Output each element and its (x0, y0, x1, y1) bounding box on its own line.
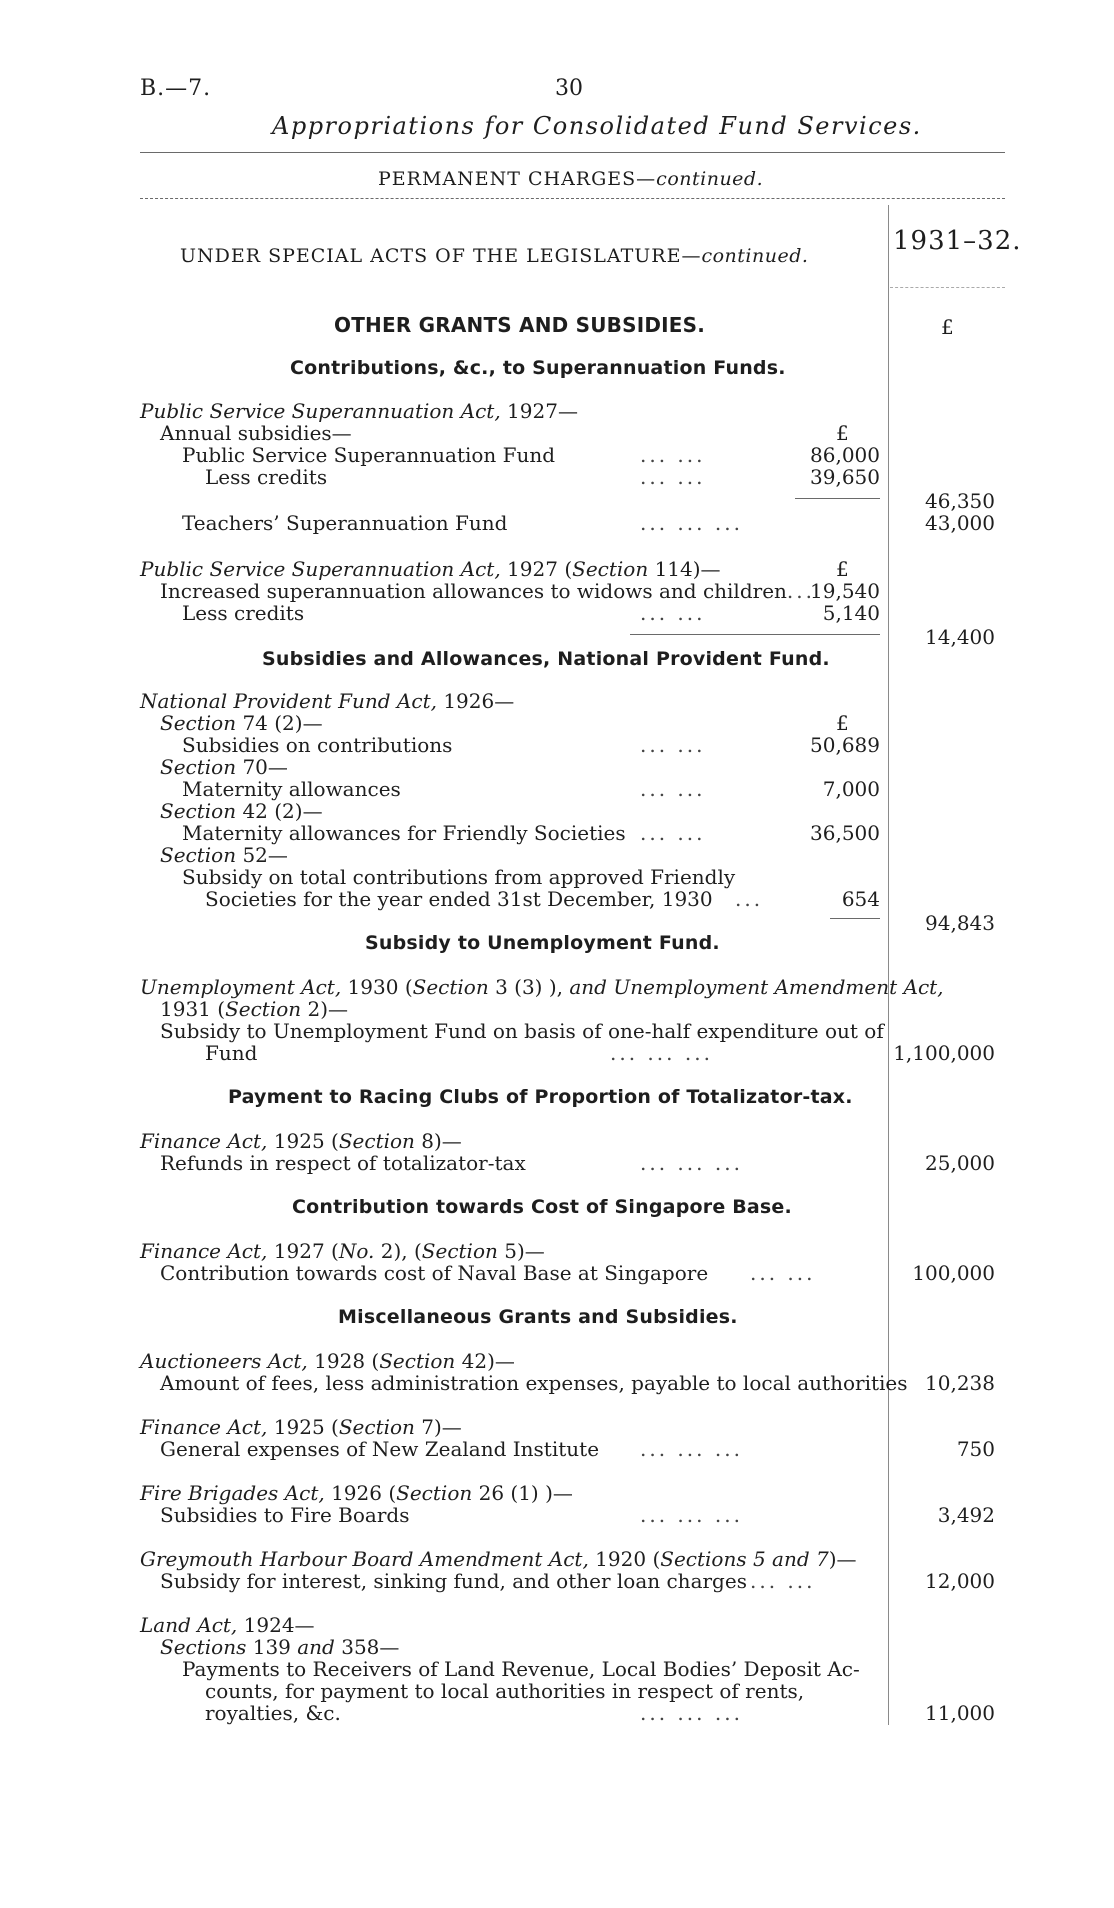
maternity-allowances-label: Maternity allowances (182, 777, 401, 801)
auctioneers-act-title: Auctioneers Act, 1928 (Section 42)— (140, 1349, 515, 1373)
friendly-societies-maternity-label: Maternity allowances for Friendly Societies (182, 821, 626, 845)
annual-subsidies-label: Annual subsidies— (160, 421, 352, 445)
fire-boards-label: Subsidies to Fire Boards (160, 1503, 410, 1527)
leader-dots: ... (735, 887, 764, 911)
widows-net-total: 14,400 (925, 625, 995, 649)
teachers-fund-total: 43,000 (925, 511, 995, 535)
fire-boards-total: 3,492 (937, 1503, 995, 1527)
superannuation-heading: Contributions, &c., to Superannuation Funds. (290, 357, 786, 379)
land-act-title: Land Act, 1924— (140, 1613, 315, 1637)
leader-dots: ... ... (640, 465, 706, 489)
unemployment-act-title-cont: 1931 (Section 2)— (160, 997, 349, 1021)
leader-dots: ... ... (640, 733, 706, 757)
subsidies-contributions-label: Subsidies on contributions (182, 733, 453, 757)
act1-currency: £ (836, 421, 849, 445)
year-header-rule (890, 287, 1005, 288)
column-divider (888, 205, 889, 1725)
unemployment-heading: Subsidy to Unemployment Fund. (365, 932, 720, 954)
teachers-fund-label: Teachers’ Superannuation Fund (182, 511, 508, 535)
public-service-net-total: 46,350 (925, 489, 995, 513)
leader-dots: ... ... ... (640, 1503, 743, 1527)
greymouth-act-title: Greymouth Harbour Board Amendment Act, 1920 (Sections 5 and 7)— (140, 1547, 857, 1571)
provident-total: 94,843 (925, 911, 995, 935)
main-heading: OTHER GRANTS AND SUBSIDIES. (334, 313, 706, 337)
section-label: UNDER SPECIAL ACTS OF THE LEGISLATURE—continued. (180, 245, 809, 267)
totalizator-refunds-total: 25,000 (925, 1151, 995, 1175)
superannuation-act-1-title: Public Service Superannuation Act, 1927— (140, 399, 578, 423)
leader-dots: ... ... ... (640, 1701, 743, 1725)
friendly-subsidy-line-2: Societies for the year ended 31st December, 1930 (205, 887, 713, 911)
page-reference: B.—7. (140, 76, 212, 101)
loan-charges-total: 12,000 (925, 1569, 995, 1593)
act2-currency: £ (836, 557, 849, 581)
totalizator-refunds-label: Refunds in respect of totalizator-tax (160, 1151, 526, 1175)
leader-dots: ... ... (750, 1569, 816, 1593)
less-credits-2-label: Less credits (182, 601, 305, 625)
unemployment-act-title: Unemployment Act, 1930 (Section 3 (3) ), and Unemployment Amendment Act, (140, 975, 944, 999)
leader-dots: ... ... (640, 443, 706, 467)
unemployment-item-line-1: Subsidy to Unemployment Fund on basis of one-half expenditure out of (160, 1019, 884, 1043)
land-revenue-line-1: Payments to Receivers of Land Revenue, Local Bodies’ Deposit Ac- (182, 1657, 860, 1681)
page-number: 30 (555, 76, 583, 101)
header-rule (140, 152, 1005, 153)
provident-currency: £ (836, 711, 849, 735)
year-column-header: 1931–32. (893, 226, 1022, 256)
less-credits-value: 39,650 (810, 465, 880, 489)
racing-heading: Payment to Racing Clubs of Proportion of Totalizator-tax. (228, 1086, 853, 1108)
provident-act-title: National Provident Fund Act, 1926— (140, 689, 515, 713)
auctioneers-fees-label: Amount of fees, less administration expenses, payable to local authorities (160, 1371, 908, 1395)
subsidies-contributions-value: 50,689 (810, 733, 880, 757)
public-service-fund-value: 86,000 (810, 443, 880, 467)
subtotal-rule-2 (630, 634, 880, 635)
friendly-subsidy-value: 654 (841, 887, 880, 911)
naval-base-total: 100,000 (912, 1261, 995, 1285)
leader-dots: ... ... ... (640, 1437, 743, 1461)
unemployment-total: 1,100,000 (893, 1041, 995, 1065)
misc-heading: Miscellaneous Grants and Subsidies. (338, 1306, 738, 1328)
land-revenue-line-3: royalties, &c. (205, 1701, 341, 1725)
auctioneers-fees-total: 10,238 (925, 1371, 995, 1395)
leader-dots: ... ... (640, 777, 706, 801)
leader-dots: ... ... (750, 1261, 816, 1285)
widows-allowances-label: Increased superannuation allowances to widows and children... (160, 579, 815, 603)
subtotal-rule-3 (830, 918, 880, 919)
land-revenue-line-2: counts, for payment to local authorities in respect of rents, (205, 1679, 805, 1703)
page-subtitle: PERMANENT CHARGES—continued. (378, 168, 764, 190)
singapore-act-title: Finance Act, 1927 (No. 2), (Section 5)— (140, 1239, 545, 1263)
friendly-societies-maternity-value: 36,500 (810, 821, 880, 845)
fire-brigades-act-title: Fire Brigades Act, 1926 (Section 26 (1) )— (140, 1481, 573, 1505)
nz-institute-total: 750 (956, 1437, 995, 1461)
maternity-allowances-value: 7,000 (822, 777, 880, 801)
section-42-label: Section 42 (2)— (160, 799, 323, 823)
leader-dots: ... ... ... (640, 1151, 743, 1175)
loan-charges-label: Subsidy for interest, sinking fund, and other loan charges (160, 1569, 747, 1593)
leader-dots: ... ... ... (640, 511, 743, 535)
section-52-label: Section 52— (160, 843, 288, 867)
less-credits-label: Less credits (205, 465, 328, 489)
land-act-sections: Sections 139 and 358— (160, 1635, 400, 1659)
finance-act-1925-title: Finance Act, 1925 (Section 7)— (140, 1415, 462, 1439)
singapore-heading: Contribution towards Cost of Singapore Base. (292, 1196, 792, 1218)
leader-dots: ... ... (640, 821, 706, 845)
racing-act-title: Finance Act, 1925 (Section 8)— (140, 1129, 462, 1153)
nz-institute-label: General expenses of New Zealand Institute (160, 1437, 600, 1461)
superannuation-act-2-title: Public Service Superannuation Act, 1927 (Section 114)— (140, 557, 721, 581)
subtotal-rule (795, 498, 880, 499)
leader-dots: ... ... ... (610, 1041, 713, 1065)
public-service-fund-label: Public Service Superannuation Fund (182, 443, 556, 467)
leader-dots: ... ... (640, 601, 706, 625)
friendly-subsidy-line-1: Subsidy on total contributions from approved Friendly (182, 865, 736, 889)
naval-base-label: Contribution towards cost of Naval Base at Singapore (160, 1261, 709, 1285)
land-revenue-total: 11,000 (925, 1701, 995, 1725)
less-credits-2-value: 5,140 (822, 601, 880, 625)
provident-heading: Subsidies and Allowances, National Provident Fund. (262, 648, 830, 670)
subtitle-rule (140, 198, 1005, 199)
unemployment-item-line-2: Fund (205, 1041, 258, 1065)
widows-allowances-value: 19,540 (810, 579, 880, 603)
section-74-label: Section 74 (2)— (160, 711, 323, 735)
section-70-label: Section 70— (160, 755, 288, 779)
year-currency: £ (941, 315, 954, 339)
page-title: Appropriations for Consolidated Fund Services. (272, 112, 922, 140)
